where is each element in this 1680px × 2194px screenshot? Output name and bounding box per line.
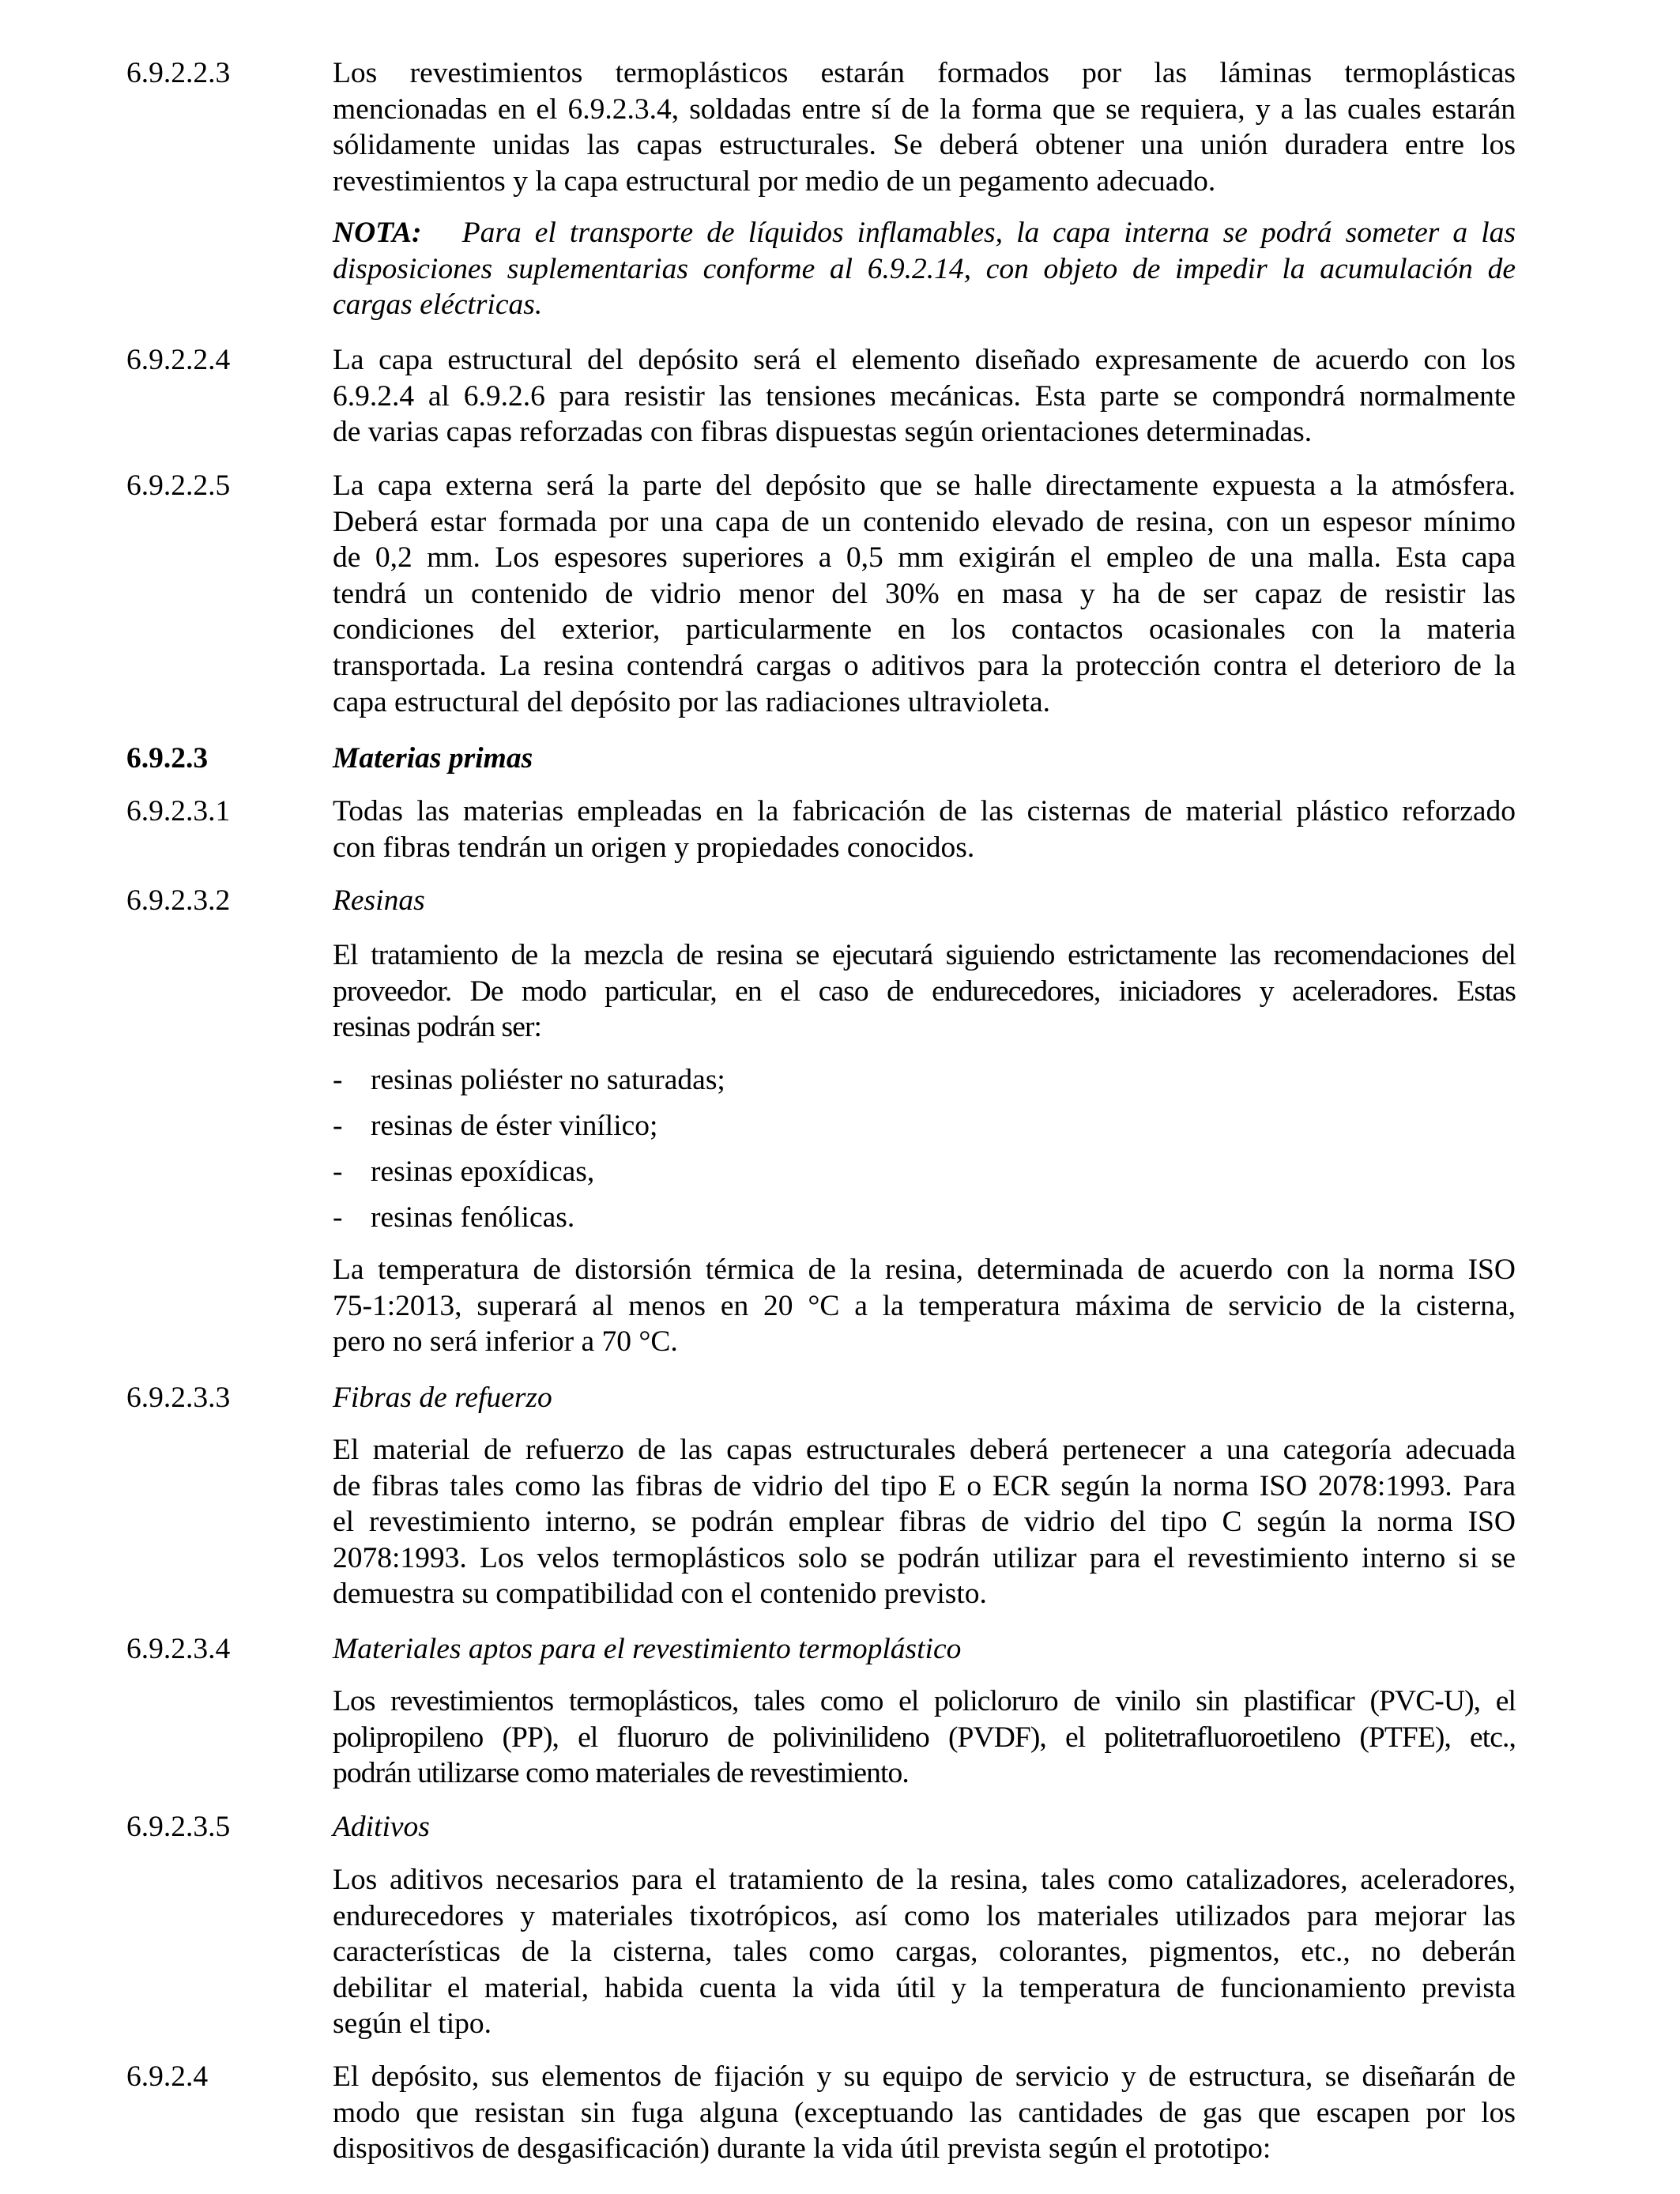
paragraph-line: mencionadas en el 6.9.2.3.4, soldadas entre sí de la forma que se requiera, y a las cuales estarán: [333, 92, 1516, 126]
list-item-text: resinas de éster vinílico;: [371, 1110, 658, 1142]
paragraph-line: resinas podrán ser:: [333, 1011, 542, 1044]
paragraph-line: Todas las materias empleadas en la fabricación de las cisternas de material plástico reforzado: [333, 795, 1516, 827]
paragraph-line: de fibras tales como las fibras de vidrio del tipo E o ECR según la norma ISO 2078:1993. Para: [333, 1469, 1516, 1502]
paragraph-line: con fibras tendrán un origen y propiedades conocidos.: [333, 831, 975, 864]
section-paragraph: [333, 794, 1516, 865]
paragraph-line: transportada. La resina contendrá cargas o aditivos para la protección contra el deterioro de la: [333, 649, 1516, 682]
paragraph-line: 6.9.2.4 al 6.9.2.6 para resistir las tensiones mecánicas. Esta parte se compondrá normalmente: [333, 379, 1516, 413]
section-paragraph: [333, 468, 1516, 720]
paragraph-line: El material de refuerzo de las capas estructurales deberá pertenecer a una categoría adecuada: [333, 1434, 1516, 1466]
section-paragraph: [333, 2059, 1516, 2167]
paragraph-line: demuestra su compatibilidad con el contenido previsto.: [333, 1578, 987, 1611]
paragraph-line: de varias capas reforzadas con fibras dispuestas según orientaciones determinadas.: [333, 416, 1313, 449]
section-heading: Fibras de refuerzo: [333, 1382, 552, 1414]
note-line: disposiciones suplementarias conforme al 6.9.2.14, con objeto de impedir la acumulación de: [333, 252, 1516, 285]
section-number: 6.9.2.2.3: [126, 57, 231, 89]
section-heading: Aditivos: [333, 1811, 430, 1843]
paragraph-line: polipropileno (PP), el fluoruro de polivinilideno (PVDF), el politetrafluoroetileno (PTFE), etc.,: [333, 1721, 1516, 1754]
list-item: - resinas epoxídicas,: [333, 1155, 595, 1188]
paragraph-line: dispositivos de desgasificación) durante la vida útil prevista según el prototipo:: [333, 2132, 1271, 2166]
section-number: 6.9.2.2.4: [126, 344, 231, 376]
note-paragraph: [333, 215, 1516, 323]
list-item: - resinas de éster vinílico;: [333, 1110, 658, 1142]
section-number: 6.9.2.3: [126, 742, 209, 775]
note-line: [333, 215, 1516, 251]
paragraph-line: La capa estructural del depósito será el elemento diseñado expresamente de acuerdo con los: [333, 344, 1516, 376]
paragraph-line: capa estructural del depósito por las radiaciones ultravioleta.: [333, 685, 1050, 718]
list-item-text: resinas epoxídicas,: [371, 1155, 595, 1188]
paragraph-line: características de la cisterna, tales como cargas, colorantes, pigmentos, etc., no deberán: [333, 1936, 1516, 1969]
paragraph-line: modo que resistan sin fuga alguna (exceptuando las cantidades de gas que escapen por los: [333, 2096, 1516, 2129]
section-number: 6.9.2.2.5: [126, 469, 231, 502]
note-line: cargas eléctricas.: [333, 288, 543, 322]
list-item-text: resinas poliéster no saturadas;: [371, 1064, 725, 1096]
paragraph-line: condiciones del exterior, particularmente en los contactos ocasionales con la materia: [333, 613, 1516, 647]
paragraph-line: de 0,2 mm. Los espesores superiores a 0,5 mm exigirán el empleo de una malla. Esta capa: [333, 541, 1516, 575]
note-text: Para el transporte de líquidos inflamables, la capa interna se podrá someter a las: [461, 217, 1516, 249]
paragraph-line: El depósito, sus elementos de fijación y su equipo de servicio y de estructura, se diseñarán de: [333, 2060, 1516, 2093]
section-heading: Resinas: [333, 884, 425, 917]
paragraph-line: Deberá estar formada por una capa de un contenido elevado de resina, con un espesor mínimo: [333, 505, 1516, 538]
paragraph-line: según el tipo.: [333, 2007, 492, 2041]
paragraph-line: pero no será inferior a 70 °C.: [333, 1325, 678, 1359]
section-paragraph: [333, 342, 1516, 450]
section-number: 6.9.2.3.4: [126, 1633, 231, 1665]
paragraph-line: La capa externa será la parte del depósito que se halle directamente expuesta a la atmósfera.: [333, 469, 1516, 502]
section-paragraph: [333, 55, 1516, 199]
paragraph-line: Los revestimientos termoplásticos estarán formados por las láminas termoplásticas: [333, 57, 1516, 89]
section-heading: Materias primas: [333, 742, 533, 775]
paragraph-line: Los aditivos necesarios para el tratamiento de la resina, tales como catalizadores, aceleradores,: [333, 1864, 1516, 1896]
paragraph-line: debilitar el material, habida cuenta la vida útil y la temperatura de funcionamiento prevista: [333, 1971, 1516, 2004]
paragraph-line: proveedor. De modo particular, en el caso de endurecedores, iniciadores y aceleradores. Estas: [333, 974, 1516, 1008]
section-paragraph: [333, 1252, 1516, 1360]
paragraph-line: La temperatura de distorsión térmica de la resina, determinada de acuerdo con la norma ISO: [333, 1253, 1516, 1286]
paragraph-line: Los revestimientos termoplásticos, tales como el policloruro de vinilo sin plastificar (PVC-U), el: [333, 1685, 1516, 1717]
section-paragraph: [333, 1862, 1516, 2042]
list-item: - resinas poliéster no saturadas;: [333, 1064, 725, 1096]
section-paragraph: [333, 1432, 1516, 1612]
section-number: 6.9.2.3.1: [126, 795, 231, 827]
paragraph-line: revestimientos y la capa estructural por medio de un pegamento adecuado.: [333, 164, 1216, 198]
section-number: 6.9.2.3.3: [126, 1382, 231, 1414]
paragraph-line: 75-1:2013, superará al menos en 20 °C a la temperatura máxima de servicio de la cisterna,: [333, 1289, 1516, 1322]
paragraph-line: 2078:1993. Los velos termoplásticos solo se podrán utilizar para el revestimiento interno si se: [333, 1541, 1516, 1574]
paragraph-line: el revestimiento interno, se podrán emplear fibras de vidrio del tipo C según la norma ISO: [333, 1506, 1516, 1539]
paragraph-line: sólidamente unidas las capas estructurales. Se deberá obtener una unión duradera entre los: [333, 129, 1516, 162]
list-item: - resinas fenólicas.: [333, 1201, 575, 1234]
section-paragraph: [333, 1683, 1516, 1792]
paragraph-line: tendrá un contenido de vidrio menor del 30% en masa y ha de ser capaz de resistir las: [333, 577, 1516, 610]
section-heading: Materiales aptos para el revestimiento termoplástico: [333, 1633, 962, 1665]
section-paragraph: [333, 937, 1516, 1046]
paragraph-line: El tratamiento de la mezcla de resina se ejecutará siguiendo estrictamente las recomendaciones del: [333, 939, 1516, 971]
list-item-text: resinas fenólicas.: [371, 1201, 575, 1234]
paragraph-line: podrán utilizarse como materiales de revestimiento.: [333, 1757, 909, 1790]
section-number: 6.9.2.4: [126, 2060, 209, 2093]
section-number: 6.9.2.3.5: [126, 1811, 231, 1843]
note-label: NOTA:: [333, 217, 422, 249]
paragraph-line: endurecedores y materiales tixotrópicos, así como los materiales utilizados para mejorar las: [333, 1899, 1516, 1932]
section-number: 6.9.2.3.2: [126, 884, 231, 917]
